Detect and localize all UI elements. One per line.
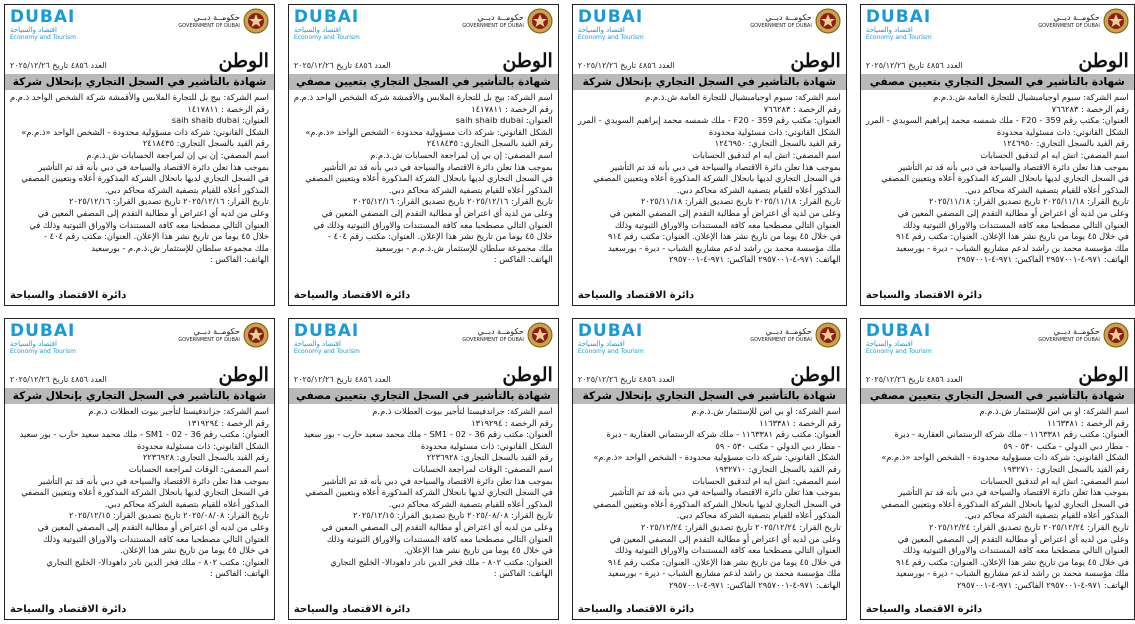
masthead-bar	[578, 362, 841, 386]
notice-card	[572, 318, 847, 620]
dubai-emblem-icon	[527, 322, 553, 348]
dubai-emblem-icon	[243, 8, 269, 34]
notice-line: في السجل التجاري لديها بانحلال الشركة المذكورة أعلاه وبتعيين المصفي	[593, 173, 841, 184]
notice-line: تاريخ القرار: ٢٠٢٥/١٢/١٦ تاريخ تصديق القرار: ٢٠٢٥/١٢/١٦	[352, 196, 553, 207]
notice-line: رقم القيد بالسجل التجاري: ٢٤١٨٤٣٥	[426, 138, 553, 149]
notice-line: في خلال ٤٥ يوما من تاريخ نشر هذا الإعلان. العنوان: مكتب رقم ٩١٤	[608, 556, 841, 567]
gov-english: GOVERNMENT OF DUBAI	[1038, 336, 1100, 343]
dubai-economy-logo	[294, 322, 366, 355]
notice-line: المذكور أعلاه للقيام بتصفية الشركة محاكم دبي.	[964, 510, 1129, 521]
dubai-logo-word: DUBAI	[293, 7, 360, 27]
notice-title: شهادة بالتأشير في السجل التجاري بتعيين مصفي	[861, 388, 1134, 404]
notice-line: المذكور أعلاه للقيام بتصفية الشركة محاكم دبي.	[388, 184, 553, 195]
department-footer: دائرة الاقتصاد والسياحة	[293, 290, 411, 301]
dubai-logo-english: Economy and Tourism	[577, 348, 644, 355]
notice-line: الهاتف: الفاكس :	[493, 568, 553, 579]
government-logo	[178, 8, 269, 34]
dubai-logo-word: DUBAI	[577, 7, 644, 27]
notice-body	[10, 92, 269, 290]
dubai-emblem-icon	[815, 8, 841, 34]
notice-line: وعلى من لديه أي اعتراض أو مطالبة التقدم إلى المصفي المعين في	[37, 207, 269, 218]
notice-line: رقم القيد بالسجل التجاري: ١٩٣٢٧١٠	[714, 463, 841, 474]
notice-line: ملك مؤسسة محمد بن راشد لدعم مشاريع الشباب - ديرة - بورسعيد	[608, 242, 841, 253]
notice-line: الهاتف: الفاكس :	[209, 254, 269, 265]
gov-arabic: حكومــة دبــي	[477, 326, 524, 336]
notice-line: في خلال ٤٥ يوما من تاريخ نشر هذا الإعلان. العنوان: مكتب رقم ٩١٤	[608, 231, 841, 242]
notice-line: وعلى من لديه أي اعتراض أو مطالبة التقدم إلى المصفي المعين في	[321, 521, 553, 532]
notice-line: الشكل القانوني: شركة ذات مسؤولية محدودة - الشخص الواحد «ذ.م.م»	[593, 452, 841, 463]
notice-line: تاريخ القرار: ٢٠٢٥/٠٨/٠٨ تاريخ تصديق القرار: ٢٠٢٥/١٢/١٥	[352, 510, 553, 521]
notice-line: العنوان التالي مصطحبا معه كافة المستندات والاوراق الثبوتية وذلك	[326, 533, 553, 544]
notice-line: اسم الشركة: سيوم اوجيامبشيال للتجارة العامة ش.ذ.م.م	[933, 92, 1129, 102]
newspaper-name: الوطن	[790, 364, 841, 386]
notice-header	[578, 322, 841, 362]
notice-line: العنوان التالي مصطحبا معه كافة المستندات والاوراق الثبوتية وذلك	[614, 545, 841, 556]
department-footer: دائرة الاقتصاد والسياحة	[577, 290, 695, 301]
notice-line: بموجب هذا تعلن دائرة الاقتصاد والسياحة في دبي بأنه قد تم التأشير	[322, 161, 553, 172]
dubai-logo-arabic: اقتصاد والسياحة	[865, 26, 913, 34]
dubai-logo-english: Economy and Tourism	[293, 348, 360, 355]
notice-line: رقم الرخصة : ١١٦٣٣٨١	[759, 417, 841, 428]
notice-header	[866, 322, 1129, 362]
dubai-logo-english: Economy and Tourism	[10, 348, 76, 355]
newspaper-name: الوطن	[218, 364, 269, 386]
dubai-logo-arabic: اقتصاد والسياحة	[865, 340, 913, 348]
dubai-emblem-icon	[243, 322, 269, 348]
newspaper-name: الوطن	[502, 364, 553, 386]
dubai-economy-logo	[578, 322, 650, 355]
notice-line: الشكل القانوني: ذات مسئولية محدودة	[136, 440, 269, 451]
dubai-emblem-icon	[527, 8, 553, 34]
gov-arabic: حكومــة دبــي	[1053, 12, 1100, 22]
dubai-economy-logo	[294, 8, 366, 41]
notice-header	[10, 8, 269, 48]
notice-title: شهادة بالتأشير في السجل التجاري بإنحلال شركة	[5, 388, 274, 404]
notice-line: - مطار دبي الدولي - مكتب ٥٣٠ - ٥٩	[715, 440, 841, 451]
notice-line: رقم القيد بالسجل التجاري: ٢٤١٨٤٣٥	[142, 138, 269, 149]
notice-line: الهاتف: ٩٧١-٤-٢٩٥٧٠٠١ الفاكس: ٩٧١-٤-٢٩٥٧٠٠١	[957, 254, 1129, 265]
notice-header	[578, 8, 841, 48]
notice-title: شهادة بالتأشير في السجل التجاري بإنحلال شركة	[573, 388, 846, 404]
gov-arabic: حكومــة دبــي	[477, 12, 524, 22]
notice-line: الشكل القانوني: شركة ذات مسؤولية محدودة - الشخص الواحد «ذ.م.م»	[305, 126, 553, 137]
newspaper-name: الوطن	[1078, 50, 1129, 72]
notice-line: في السجل التجاري لديها بانحلال الشركة المذكورة أعلاه وبتعيين المصفي	[305, 487, 553, 498]
gov-english: GOVERNMENT OF DUBAI	[462, 22, 524, 29]
notice-line: اسم الشركة: او بي اس للإستثمار ش.ذ.م.م	[691, 406, 841, 416]
notice-line: المذكور أعلاه للقيام بتصفية الشركة محاكم دبي.	[676, 184, 841, 195]
issue-info: العدد ٤٨٥٦ تاريخ ٢٠٢٥/١٢/٢٦	[577, 61, 675, 70]
notice-line: العنوان التالي مصطحبا معه كافة المستندات والاوراق الثبوتية وذلك في	[29, 219, 269, 230]
notice-card	[860, 4, 1135, 306]
dubai-logo-word: DUBAI	[865, 7, 932, 27]
notice-line: العنوان: مكتب رقم 36 - 02 - SM1 - ملك محمد سعيد حارب - بور سعيد	[19, 429, 269, 440]
notice-line: اسم الشركة: جراندفيستا لتأجير بيوت العطلات ذ.م.م	[372, 406, 553, 416]
dubai-logo-word: DUBAI	[10, 7, 76, 27]
notice-line: في السجل التجاري لديها بانحلال الشركة المذكورة أعلاه وبتعيين المصفي	[881, 498, 1129, 509]
notice-line: وعلى من لديه أي اعتراض أو مطالبة التقدم إلى المصفي المعين في	[609, 533, 841, 544]
dubai-economy-logo	[866, 322, 938, 355]
notice-line: الشكل القانوني: شركة ذات مسؤولية محدودة - الشخص الواحد «ذ.م.م»	[881, 452, 1129, 463]
notice-line: ملك مؤسسة محمد بن راشد لدعم مشاريع الشباب - ديرة - بورسعيد	[896, 242, 1129, 253]
notice-title: شهادة بالتأشير في السجل التجاري بإنحلال شركة	[573, 74, 846, 90]
notice-card	[4, 318, 275, 620]
notice-line: بموجب هذا تعلن دائرة الاقتصاد والسياحة في دبي بأنه قد تم التأشير	[38, 161, 269, 172]
notice-line: بموجب هذا تعلن دائرة الاقتصاد والسياحة في دبي بأنه قد تم التأشير	[610, 487, 841, 498]
notice-line: المذكور أعلاه للقيام بتصفية الشركة محاكم دبي.	[964, 184, 1129, 195]
issue-info: العدد ٤٨٥٦ تاريخ ٢٠٢٥/١٢/٢٦	[865, 61, 963, 70]
notice-title: شهادة بالتأشير في السجل التجاري بتعيين مصفي	[289, 74, 558, 90]
notice-card	[288, 318, 559, 620]
notices-grid	[4, 4, 1129, 620]
notice-line: العنوان التالي مصطحبا معه كافة المستندات والاوراق الثبوتية وذلك	[42, 533, 269, 544]
notice-header	[294, 8, 553, 48]
notice-line: الشكل القانوني: شركة ذات مسؤولية محدودة - الشخص الواحد «ذ.م.م»	[21, 126, 269, 137]
government-logo	[462, 8, 553, 34]
dubai-economy-logo	[10, 322, 82, 355]
notice-line: وعلى من لديه أي اعتراض أو مطالبة التقدم إلى المصفي المعين في	[37, 521, 269, 532]
notice-line: العنوان التالي مصطحبا معه كافة المستندات والاوراق الثبوتية وذلك في	[313, 219, 553, 230]
gov-arabic: حكومــة دبــي	[193, 326, 240, 336]
notice-line: تاريخ القرار: ٢٠٢٥/١٢/٢٤ تاريخ تصديق القرار: ٢٠٢٥/١٢/٢٤	[928, 521, 1129, 532]
dubai-logo-english: Economy and Tourism	[293, 34, 360, 41]
gov-english: GOVERNMENT OF DUBAI	[1038, 22, 1100, 29]
notice-line: الهاتف: ٩٧١-٤-٢٩٥٧٠٠١ الفاكس: ٩٧١-٤-٢٩٥٧٠٠١	[669, 254, 841, 265]
dubai-logo-word: DUBAI	[10, 321, 76, 341]
masthead-bar	[10, 48, 269, 72]
government-logo	[750, 8, 841, 34]
dubai-logo-arabic: اقتصاد والسياحة	[577, 340, 625, 348]
notice-line: العنوان: مكتب ٨٠٢ - ملك فخر الدين نادر داهودالا- الخليج التجاري	[46, 556, 269, 567]
dubai-emblem-icon	[815, 322, 841, 348]
dubai-economy-logo	[10, 8, 82, 41]
notice-title: شهادة بالتأشير في السجل التجاري بتعيين مصفي	[861, 74, 1134, 90]
notice-line: رقم القيد بالسجل التجاري: ٢٢٣٦٩٢٨	[426, 452, 553, 463]
government-logo	[1038, 8, 1129, 34]
notice-line: العنوان: مكتب ٨٠٢ - ملك فخر الدين نادر داهودالا- الخليج التجاري	[330, 556, 553, 567]
dubai-logo-word: DUBAI	[865, 321, 932, 341]
issue-info: العدد ٤٨٥٦ تاريخ ٢٠٢٥/١٢/٢٦	[293, 61, 391, 70]
notice-line: - مطار دبي الدولي - مكتب ٥٣٠ - ٥٩	[1003, 440, 1129, 451]
notice-line: رقم الرخصة : ١٣١٩٢٩٤	[471, 417, 553, 428]
dubai-logo-english: Economy and Tourism	[865, 348, 932, 355]
gov-arabic: حكومــة دبــي	[765, 326, 812, 336]
notice-line: الهاتف: ٩٧١-٤-٢٩٥٧٠٠١ الفاكس: ٩٧١-٤-٢٩٥٧٠٠١	[957, 579, 1129, 590]
notice-line: اسم الشركة: سيوم اوجيامبشيال للتجارة العامة ش.ذ.م.م	[645, 92, 841, 102]
notice-header	[10, 322, 269, 362]
issue-info: العدد ٤٨٥٦ تاريخ ٢٠٢٥/١٢/٢٦	[10, 61, 107, 70]
department-footer: دائرة الاقتصاد والسياحة	[293, 604, 411, 615]
dubai-emblem-icon	[1103, 322, 1129, 348]
notice-line: اسم المصفي: اتش ايه ام لتدقيق الحسابات	[692, 149, 841, 160]
gov-english: GOVERNMENT OF DUBAI	[462, 336, 524, 343]
notice-line: بموجب هذا تعلن دائرة الاقتصاد والسياحة في دبي بأنه قد تم التأشير	[898, 161, 1129, 172]
notice-line: الشكل القانوني: ذات مسئولية محدودة	[420, 440, 553, 451]
notice-line: في السجل التجاري لديها بانحلال الشركة المذكورة أعلاه وبتعيين المصفي	[305, 173, 553, 184]
notice-line: اسم المصفي: إن بي إن لمراجعة الحسابات ش.ذ.م.م	[86, 149, 269, 160]
notice-line: العنوان: مكتب رقم ١١٦٣٣٨١ - ملك شركة الرستماني العقارية - ديرة	[894, 429, 1129, 440]
notice-line: خلال ٤٥ يوما من تاريخ نشر هذا الإعلان. العنوان: مكتب رقم ٤٠٤ -	[327, 231, 553, 242]
government-logo	[750, 322, 841, 348]
notice-line: المذكور أعلاه للقيام بتصفية الشركة محاكم دبي.	[104, 498, 269, 509]
notice-line: تاريخ القرار: ٢٠٢٥/١١/١٨ تاريخ تصديق القرار: ٢٠٢٥/١١/١٨	[928, 196, 1129, 207]
notice-body	[578, 406, 841, 604]
notice-line: الهاتف: الفاكس :	[209, 568, 269, 579]
government-logo	[1038, 322, 1129, 348]
department-footer: دائرة الاقتصاد والسياحة	[865, 290, 983, 301]
notice-line: العنوان التالي مصطحبا معه كافة المستندات والاوراق الثبوتية وذلك	[902, 545, 1129, 556]
notice-body	[866, 92, 1129, 290]
dubai-logo-arabic: اقتصاد والسياحة	[10, 340, 57, 348]
notice-body	[294, 406, 553, 604]
notice-line: رقم الرخصة : ١٤١٧٨١١	[471, 103, 553, 114]
issue-info: العدد ٤٨٥٦ تاريخ ٢٠٢٥/١٢/٢٦	[10, 375, 107, 384]
notice-line: تاريخ القرار: ٢٠٢٥/١١/١٨ تاريخ تصديق القرار: ٢٠٢٥/١١/١٨	[640, 196, 841, 207]
notice-body	[866, 406, 1129, 604]
department-footer: دائرة الاقتصاد والسياحة	[10, 290, 127, 301]
notice-line: اسم الشركة: بيج بل للتجارة الملابس والأقمشة شركة الشخص الواحد ذ.م.م	[10, 92, 269, 102]
newspaper-name: الوطن	[502, 50, 553, 72]
notice-line: رقم الرخصة : ١٣١٩٢٩٤	[187, 417, 269, 428]
dubai-logo-english: Economy and Tourism	[865, 34, 932, 41]
notice-line: العنوان: saih shaib dubai	[455, 115, 553, 126]
gov-english: GOVERNMENT OF DUBAI	[750, 336, 812, 343]
notice-line: المذكور أعلاه للقيام بتصفية الشركة محاكم دبي.	[388, 498, 553, 509]
dubai-economy-logo	[578, 8, 650, 41]
notice-card	[572, 4, 847, 306]
masthead-bar	[294, 362, 553, 386]
notice-line: المذكور أعلاه للقيام بتصفية الشركة محاكم دبي.	[676, 510, 841, 521]
dubai-logo-english: Economy and Tourism	[577, 34, 644, 41]
notice-line: اسم المصفي: الوقات لمراجعة الحسابات	[412, 463, 553, 474]
notice-line: المذكور أعلاه للقيام بتصفية الشركة محاكم دبي.	[104, 184, 269, 195]
notice-card	[4, 4, 275, 306]
notice-line: في السجل التجاري لديها بانحلال الشركة المذكورة أعلاه وبتعيين المصفي	[593, 498, 841, 509]
dubai-logo-arabic: اقتصاد والسياحة	[293, 340, 341, 348]
notice-line: الشكل القانوني: ذات مسئولية محدودة	[996, 126, 1129, 137]
notice-title: شهادة بالتأشير في السجل التجاري بإنحلال شركة	[5, 74, 274, 90]
notice-line: اسم الشركة: بيج بل للتجارة الملابس والأقمشة شركة الشخص الواحد ذ.م.م	[293, 92, 553, 102]
department-footer: دائرة الاقتصاد والسياحة	[577, 604, 695, 615]
gov-english: GOVERNMENT OF DUBAI	[750, 22, 812, 29]
notice-line: في السجل التجاري لديها بانحلال الشركة المذكورة أعلاه وبتعيين المصفي	[881, 173, 1129, 184]
notice-line: اسم المصفي: الوقات لمراجعة الحسابات	[128, 463, 269, 474]
notice-line: العنوان التالي مصطحبا معه كافة المستندات والاوراق الثبوتية وذلك	[902, 219, 1129, 230]
notice-line: ملك مؤسسة محمد بن راشد لدعم مشاريع الشباب - ديرة - بورسعيد	[896, 568, 1129, 579]
notice-line: وعلى من لديه أي اعتراض أو مطالبة التقدم إلى المصفي المعين في	[897, 207, 1129, 218]
notice-line: تاريخ القرار: ٢٠٢٥/٠٨/٠٨ تاريخ تصديق القرار: ٢٠٢٥/١٢/١٥	[69, 510, 269, 521]
masthead-bar	[294, 48, 553, 72]
masthead-bar	[578, 48, 841, 72]
notice-line: رقم القيد بالسجل التجاري: ١٩٣٢٧١٠	[1002, 463, 1129, 474]
notice-line: رقم القيد بالسجل التجاري: ١٢٤٦٩٥٠	[714, 138, 841, 149]
notice-line: الهاتف: ٩٧١-٤-٢٩٥٧٠٠١ الفاكس: ٩٧١-٤-٢٩٥٧٠٠١	[669, 579, 841, 590]
department-footer: دائرة الاقتصاد والسياحة	[10, 604, 127, 615]
notice-line: رقم القيد بالسجل التجاري: ٢٢٣٦٩٢٨	[142, 452, 269, 463]
dubai-logo-word: DUBAI	[293, 321, 360, 341]
notice-body	[10, 406, 269, 604]
department-footer: دائرة الاقتصاد والسياحة	[865, 604, 983, 615]
notice-line: العنوان: saih shaib dubai	[171, 115, 269, 126]
dubai-economy-logo	[866, 8, 938, 41]
notice-line: في السجل التجاري لديها بانحلال الشركة المذكورة أعلاه وبتعيين المصفي	[21, 487, 269, 498]
dubai-emblem-icon	[1103, 8, 1129, 34]
notice-header	[866, 8, 1129, 48]
notice-line: رقم القيد بالسجل التجاري: ١٢٤٦٩٥٠	[1002, 138, 1129, 149]
notice-line: بموجب هذا تعلن دائرة الاقتصاد والسياحة في دبي بأنه قد تم التأشير	[38, 475, 269, 486]
dubai-logo-arabic: اقتصاد والسياحة	[10, 26, 57, 34]
notice-line: ملك مؤسسة محمد بن راشد لدعم مشاريع الشباب - ديرة - بورسعيد	[608, 568, 841, 579]
notice-body	[578, 92, 841, 290]
notice-line: العنوان: مكتب رقم 359 - F20 - ملك شمسه محمد إبراهيم السويدي - المرر	[865, 115, 1129, 126]
dubai-logo-arabic: اقتصاد والسياحة	[293, 26, 341, 34]
notice-line: وعلى من لديه أي اعتراض أو مطالبة التقدم إلى المصفي المعين في	[321, 207, 553, 218]
notice-line: ملك مجموعة سلطان للإستثمار ش.ذ.م.م - بورسعيد	[91, 242, 269, 253]
notice-line: في السجل التجاري لديها بانحلال الشركة المذكورة أعلاه وبتعيين المصفي	[21, 173, 269, 184]
notice-line: العنوان التالي مصطحبا معه كافة المستندات والاوراق الثبوتية وذلك	[614, 219, 841, 230]
notice-line: اسم الشركة: جراندفيستا لتأجير بيوت العطلات ذ.م.م	[88, 406, 269, 416]
notice-line: العنوان: مكتب رقم 36 - 02 - SM1 - ملك محمد سعيد حارب - بور سعيد	[303, 429, 553, 440]
notice-line: الشكل القانوني: ذات مسئولية محدودة	[708, 126, 841, 137]
masthead-bar	[10, 362, 269, 386]
gov-arabic: حكومــة دبــي	[193, 12, 240, 22]
notice-line: العنوان: مكتب رقم ١١٦٣٣٨١ - ملك شركة الرستماني العقارية - ديرة	[606, 429, 841, 440]
notice-line: في خلال ٤٥ يوما من تاريخ نشر هذا الإعلان. العنوان: مكتب رقم ٩١٤	[896, 556, 1129, 567]
notice-line: ملك مجموعة سلطان للإستثمار ش.ذ.م.م - بورسعيد	[375, 242, 553, 253]
gov-arabic: حكومــة دبــي	[765, 12, 812, 22]
masthead-bar	[866, 48, 1129, 72]
notice-line: بموجب هذا تعلن دائرة الاقتصاد والسياحة في دبي بأنه قد تم التأشير	[322, 475, 553, 486]
dubai-logo-arabic: اقتصاد والسياحة	[577, 26, 625, 34]
notice-line: بموجب هذا تعلن دائرة الاقتصاد والسياحة في دبي بأنه قد تم التأشير	[610, 161, 841, 172]
notice-line: تاريخ القرار: ٢٠٢٥/١٢/٢٤ تاريخ تصديق القرار: ٢٠٢٥/١٢/٢٤	[640, 521, 841, 532]
newspaper-name: الوطن	[1078, 364, 1129, 386]
notice-line: رقم الرخصة : ١٤١٧٨١١	[187, 103, 269, 114]
newspaper-name: الوطن	[790, 50, 841, 72]
gov-english: GOVERNMENT OF DUBAI	[178, 22, 240, 29]
gov-english: GOVERNMENT OF DUBAI	[178, 336, 240, 343]
notice-line: العنوان: مكتب رقم 359 - F20 - ملك شمسه محمد إبراهيم السويدي - المرر	[577, 115, 841, 126]
dubai-logo-word: DUBAI	[577, 321, 644, 341]
notice-line: رقم الرخصة : ٧٦٦٢٨٣	[763, 103, 841, 114]
notice-line: اسم المصفي: اتش ايه ام لتدقيق الحسابات	[980, 475, 1129, 486]
issue-info: العدد ٤٨٥٦ تاريخ ٢٠٢٥/١٢/٢٦	[577, 375, 675, 384]
notice-line: رقم الرخصة : ٧٦٦٢٨٣	[1051, 103, 1129, 114]
notice-line: وعلى من لديه أي اعتراض أو مطالبة التقدم إلى المصفي المعين في	[897, 533, 1129, 544]
notice-line: في خلال ٤٥ يوما من تاريخ نشر هذا الإعلان.	[120, 545, 269, 556]
masthead-bar	[866, 362, 1129, 386]
notice-line: بموجب هذا تعلن دائرة الاقتصاد والسياحة في دبي بأنه قد تم التأشير	[898, 487, 1129, 498]
notice-line: اسم المصفي: اتش ايه ام لتدقيق الحسابات	[980, 149, 1129, 160]
notice-line: خلال ٤٥ يوما من تاريخ نشر هذا الإعلان. العنوان: مكتب رقم ٤٠٤ -	[44, 231, 269, 242]
government-logo	[462, 322, 553, 348]
notice-card	[860, 318, 1135, 620]
notice-line: اسم المصفي: إن بي إن لمراجعة الحسابات ش.ذ.م.م	[370, 149, 553, 160]
dubai-logo-english: Economy and Tourism	[10, 34, 76, 41]
notice-body	[294, 92, 553, 290]
issue-info: العدد ٤٨٥٦ تاريخ ٢٠٢٥/١٢/٢٦	[293, 375, 391, 384]
notice-line: تاريخ القرار: ٢٠٢٥/١٢/١٦ تاريخ تصديق القرار: ٢٠٢٥/١٢/١٦	[69, 196, 269, 207]
gov-arabic: حكومــة دبــي	[1053, 326, 1100, 336]
notice-title: شهادة بالتأشير في السجل التجاري بتعيين مصفي	[289, 388, 558, 404]
notice-line: اسم الشركة: او بي اس للإستثمار ش.ذ.م.م	[979, 406, 1129, 416]
issue-info: العدد ٤٨٥٦ تاريخ ٢٠٢٥/١٢/٢٦	[865, 375, 963, 384]
notice-line: في خلال ٤٥ يوما من تاريخ نشر هذا الإعلان.	[403, 545, 553, 556]
notice-line: وعلى من لديه أي اعتراض أو مطالبة التقدم إلى المصفي المعين في	[609, 207, 841, 218]
notice-line: اسم المصفي: اتش ايه ام لتدقيق الحسابات	[692, 475, 841, 486]
notice-header	[294, 322, 553, 362]
notice-card	[288, 4, 559, 306]
notice-line: في خلال ٤٥ يوما من تاريخ نشر هذا الإعلان. العنوان: مكتب رقم ٩١٤	[896, 231, 1129, 242]
notice-line: الهاتف: الفاكس :	[493, 254, 553, 265]
newspaper-name: الوطن	[218, 50, 269, 72]
notice-line: رقم الرخصة : ١١٦٣٣٨١	[1047, 417, 1129, 428]
government-logo	[178, 322, 269, 348]
